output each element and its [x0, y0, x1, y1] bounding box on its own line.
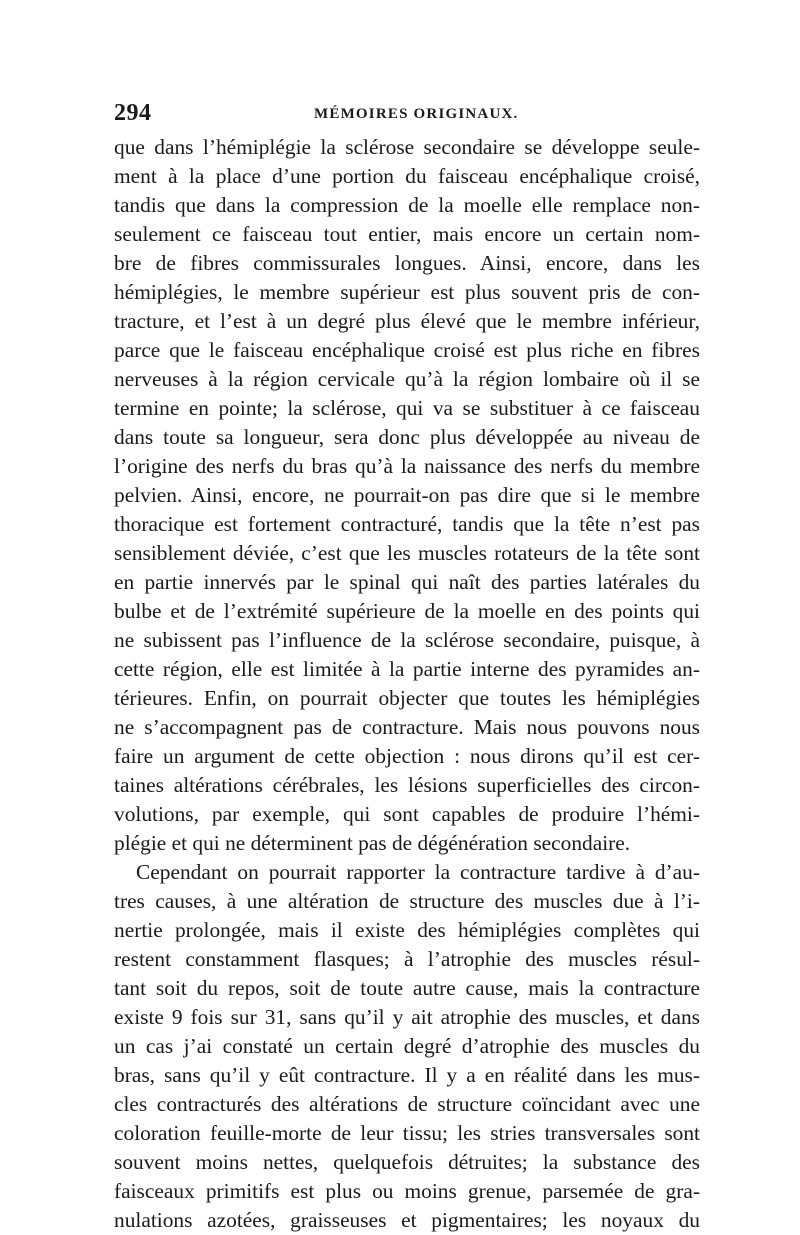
text-line: ne s’accompagnent pas de contracture. Mais nous pouvons nous	[114, 715, 700, 739]
text-line: ne subissent pas l’influence de la sclérose secondaire, puisque, à	[114, 628, 700, 652]
text-line: restent constamment flasques; à l’atrophie des muscles résul-	[114, 947, 700, 971]
text-line: souvent moins nettes, quelquefois détruites; la substance des	[114, 1150, 700, 1174]
body-text	[114, 133, 700, 1235]
text-line: dans toute sa longueur, sera donc plus développée au niveau de	[114, 425, 700, 449]
text-line: l’origine des nerfs du bras qu’à la naissance des nerfs du membre	[114, 454, 700, 478]
text-line: faisceaux primitifs est plus ou moins grenue, parsemée de gra-	[114, 1179, 700, 1203]
paragraph-1	[114, 133, 700, 858]
text-line: tres causes, à une altération de structure des muscles due à l’i-	[114, 889, 700, 913]
text-line: Cependant on pourrait rapporter la contracture tardive à d’au-	[136, 860, 700, 884]
text-line: seulement ce faisceau tout entier, mais encore un certain nom-	[114, 222, 700, 246]
text-line: térieures. Enfin, on pourrait objecter que toutes les hémiplégies	[114, 686, 700, 710]
text-line: pelvien. Ainsi, encore, ne pourrait-on pas dire que si le membre	[114, 483, 700, 507]
page-number: 294	[114, 100, 152, 126]
paragraph-2	[114, 858, 700, 1235]
text-line: tracture, et l’est à un degré plus élevé que le membre inférieur,	[114, 309, 700, 333]
text-line: faire un argument de cette objection : nous dirons qu’il est cer-	[114, 744, 700, 768]
text-line: taines altérations cérébrales, les lésions superficielles des circon-	[114, 773, 700, 797]
text-line: bre de fibres commissurales longues. Ainsi, encore, dans les	[114, 251, 700, 275]
text-line: un cas j’ai constaté un certain degré d’atrophie des muscles du	[114, 1034, 700, 1058]
running-title: MÉMOIRES ORIGINAUX.	[314, 106, 519, 122]
text-line: bras, sans qu’il y eût contracture. Il y a en réalité dans les mus-	[114, 1063, 700, 1087]
text-line: cles contracturés des altérations de structure coïncidant avec une	[114, 1092, 700, 1116]
text-line: coloration feuille-morte de leur tissu; les stries transversales sont	[114, 1121, 700, 1145]
text-line: sensiblement déviée, c’est que les muscles rotateurs de la tête sont	[114, 541, 700, 565]
text-line: que dans l’hémiplégie la sclérose secondaire se développe seule-	[114, 135, 700, 159]
text-line: termine en pointe; la sclérose, qui va se substituer à ce faisceau	[114, 396, 700, 420]
text-line: thoracique est fortement contracturé, tandis que la tête n’est pas	[114, 512, 700, 536]
running-head	[114, 100, 700, 128]
text-line: nerveuses à la région cervicale qu’à la région lombaire où il se	[114, 367, 700, 391]
text-line: hémiplégies, le membre supérieur est plus souvent pris de con-	[114, 280, 700, 304]
text-line: nulations azotées, graisseuses et pigmentaires; les noyaux du	[114, 1208, 700, 1232]
text-line: nertie prolongée, mais il existe des hémiplégies complètes qui	[114, 918, 700, 942]
text-line: volutions, par exemple, qui sont capables de produire l’hémi-	[114, 802, 700, 826]
text-line: tant soit du repos, soit de toute autre cause, mais la contracture	[114, 976, 700, 1000]
text-line: existe 9 fois sur 31, sans qu’il y ait atrophie des muscles, et dans	[114, 1005, 700, 1029]
text-line: parce que le faisceau encéphalique croisé est plus riche en fibres	[114, 338, 700, 362]
text-line: ment à la place d’une portion du faisceau encéphalique croisé,	[114, 164, 700, 188]
text-line: bulbe et de l’extrémité supérieure de la moelle en des points qui	[114, 599, 700, 623]
text-line: plégie et qui ne déterminent pas de dégénération secondaire.	[114, 831, 631, 855]
text-line: en partie innervés par le spinal qui naît des parties latérales du	[114, 570, 700, 594]
text-line: cette région, elle est limitée à la partie interne des pyramides an-	[114, 657, 700, 681]
text-line: tandis que dans la compression de la moelle elle remplace non-	[114, 193, 700, 217]
